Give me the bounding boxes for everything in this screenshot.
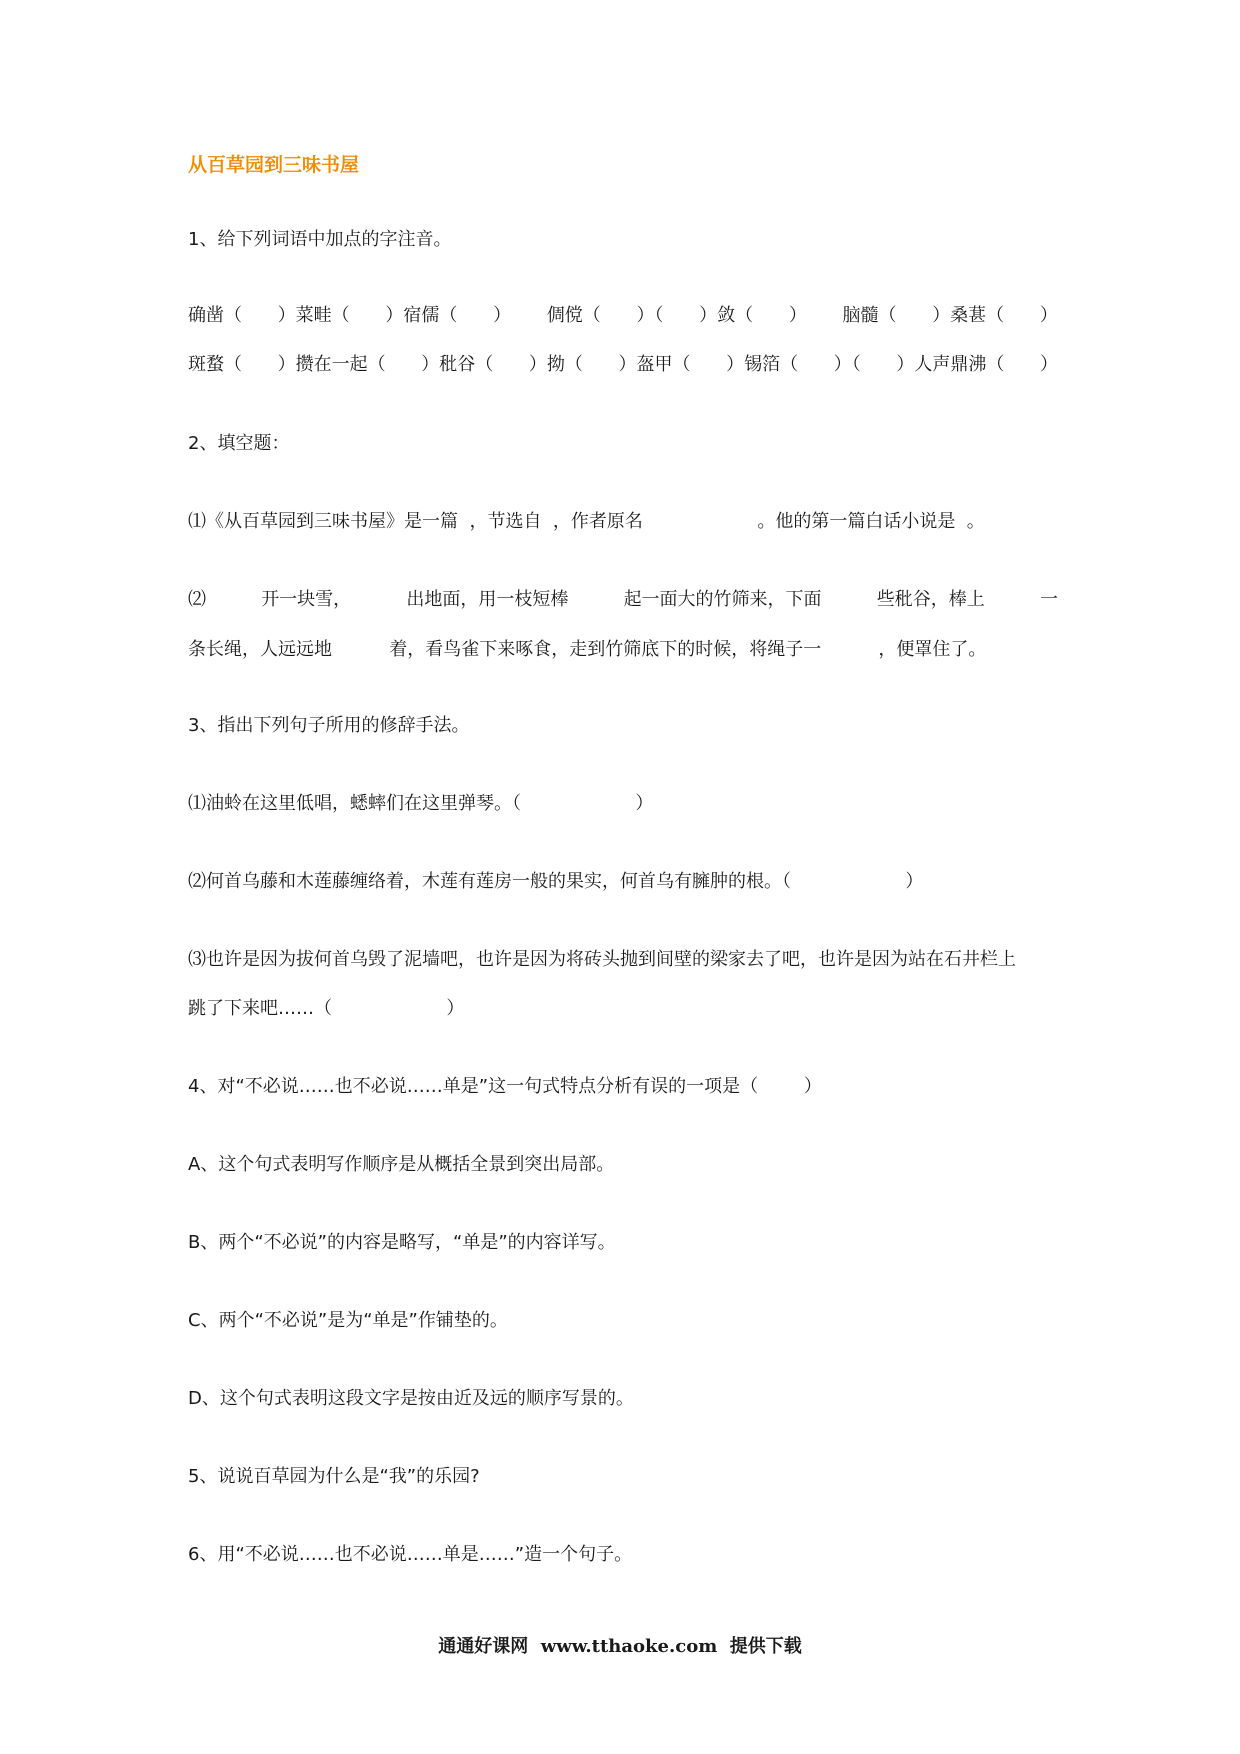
q1-prompt: 1、给下列词语中加点的字注音。 xyxy=(188,229,452,250)
q1-word-row-1 xyxy=(188,304,1058,328)
q1-row1-item: ） xyxy=(1039,305,1058,326)
q2-part2-segment: 一 xyxy=(1039,589,1058,610)
q4-option-a: A、这个句式表明写作顺序是从概括全景到突出局部。 xyxy=(188,1154,615,1175)
q3-sentence-1: ⑴油蛉在这里低唱，蟋蟀们在这里弹琴。（ ） xyxy=(188,793,654,814)
q1-row2-item: 斑蝥（ xyxy=(188,354,242,375)
q2-part2-segment: 出地面，用一枝短棒 xyxy=(406,589,569,610)
q1-row2-item: ）锡箔（ xyxy=(726,354,799,375)
q4-option-d: D、这个句式表明这段文字是按由近及远的顺序写景的。 xyxy=(188,1388,634,1409)
page-title: 从百草园到三味书屋 xyxy=(188,154,360,176)
q4-prompt: 4、对“不必说……也不必说……单是”这一句式特点分析有误的一项是（ ） xyxy=(188,1076,822,1097)
q2-part2-segment: 起一面大的竹筛来，下面 xyxy=(623,589,822,610)
q3-sentence-3-line-1: ⑶也许是因为拔何首乌毁了泥墙吧，也许是因为将砖头抛到间壁的梁家去了吧，也许是因为站在石井栏上 xyxy=(188,949,1016,970)
q1-row1-item: ）敛（ xyxy=(699,305,754,326)
q2-part2-segment: ⑵ xyxy=(188,589,206,610)
q1-row1-item: ） xyxy=(788,305,807,326)
q1-row2-item: ）攒在一起（ xyxy=(277,354,386,375)
q1-row2-item: ）盔甲（ xyxy=(618,354,691,375)
q2-part2-segment: 些秕谷，棒上 xyxy=(876,589,985,610)
q1-word-row-2 xyxy=(188,353,1058,377)
q1-row2-item: ）人声鼎沸（ xyxy=(896,354,1005,375)
q1-row1-item: ）（ xyxy=(636,305,664,326)
q1-row1-item: ）菜畦（ xyxy=(277,305,350,326)
q1-row2-item: ）拗（ xyxy=(528,354,583,375)
q2-part2-line-2: 条长绳，人远远地 着，看鸟雀下来啄食，走到竹筛底下的时候，将绳子一 ，便罩住了。 xyxy=(188,639,987,660)
q2-part2-line-1 xyxy=(188,588,1058,612)
q3-sentence-3-line-2: 跳了下来吧……（ ） xyxy=(188,998,465,1019)
q5-prompt: 5、说说百草园为什么是“我”的乐园? xyxy=(188,1466,480,1487)
q2-part2-segment: 开一块雪， xyxy=(261,589,352,610)
q6-prompt: 6、用“不必说……也不必说……单是……”造一个句子。 xyxy=(188,1544,633,1565)
q1-row1-item: ）宿儒（ xyxy=(385,305,458,326)
q1-row1-item: ） xyxy=(493,305,512,326)
q4-option-b: B、两个“不必说”的内容是略写，“单是”的内容详写。 xyxy=(188,1232,616,1253)
q2-part1: ⑴《从百草园到三味书屋》是一篇 ，节选自 ，作者原名 。他的第一篇白话小说是 。 xyxy=(188,511,985,532)
q1-row2-item: ）秕谷（ xyxy=(421,354,494,375)
q3-sentence-2: ⑵何首乌藤和木莲藤缠络着，木莲有莲房一般的果实，何首乌有臃肿的根。（ ） xyxy=(188,871,924,892)
page-footer: 通通好课网 www.tthaoke.com 提供下载 xyxy=(438,1636,802,1657)
q1-row1-item: ）桑葚（ xyxy=(932,305,1005,326)
q1-row1-item: 倜傥（ xyxy=(546,305,601,326)
q1-row2-item: ）（ xyxy=(833,354,861,375)
q1-row2-item: ） xyxy=(1040,354,1058,375)
q1-row1-item: 脑髓（ xyxy=(842,305,897,326)
q1-row1-item: 确凿（ xyxy=(188,305,242,326)
q3-prompt: 3、指出下列句子所用的修辞手法。 xyxy=(188,715,470,736)
q4-option-c: C、两个“不必说”是为“单是”作铺垫的。 xyxy=(188,1310,508,1331)
q2-prompt: 2、填空题： xyxy=(188,433,290,454)
